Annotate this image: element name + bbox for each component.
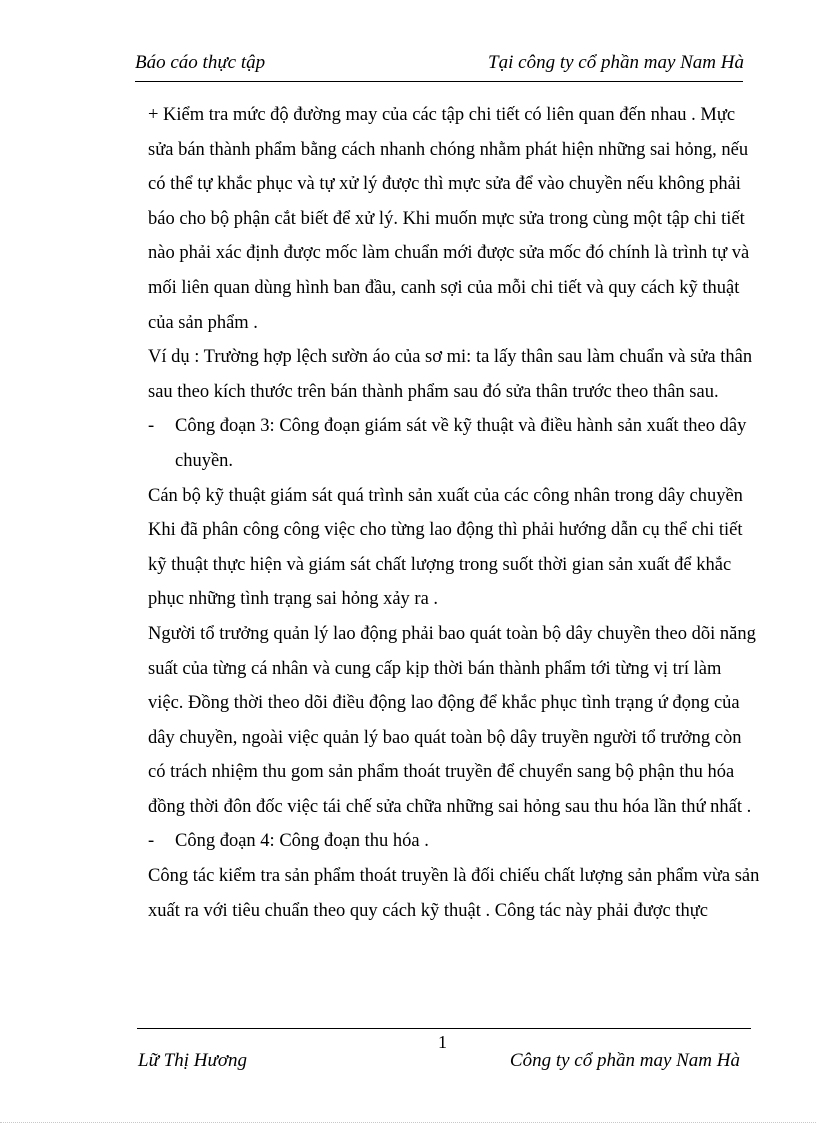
- paragraph-inspection: + Kiểm tra mức độ đường may của các tập chi tiết có liên quan đến nhau . Mực sửa bán thành phẩm bằng cách nhanh chóng nhằm phát hiện những sai hỏng, nếu có thể tự khắc phục và tự xử lý được thì mực sửa để vào chuyền nếu không phải báo cho bộ phận cắt biết để xử lý. Khi muốn mực sửa trong cùng một tập chi tiết nào phải xác định được mốc làm chuẩn mới được sửa mốc đó chính là trình tự và mối liên quan dùng hình ban đầu, canh sợi của mỗi chi tiết và quy cách kỹ thuật của sản phẩm .: [148, 105, 750, 333]
- document-body: [148, 98, 760, 928]
- footer-author: Lữ Thị Hương: [138, 1050, 247, 1071]
- footer-divider: [137, 1028, 751, 1029]
- paragraph-example: Ví dụ : Trường hợp lệch sườn áo của sơ mi: ta lấy thân sau làm chuẩn và sửa thân sau theo kích thước trên bán thành phẩm sau đó sửa thân trước theo thân sau.: [148, 347, 753, 402]
- list-item-text: Công đoạn 3: Công đoạn giám sát về kỹ thuật và điều hành sản xuất theo dây chuyền.: [175, 416, 747, 471]
- header-divider: [135, 81, 743, 82]
- list-item-stage-4: [148, 824, 760, 859]
- paragraph-technical-staff: Cán bộ kỹ thuật giám sát quá trình sản xuất của các công nhân trong dây chuyền Khi đã phân công công việc cho từng lao động thì phải hướng dẫn cụ thể chi tiết kỹ thuật thực hiện và giám sát chất lượng trong suốt thời gian sản xuất để khắc phục những tình trạng sai hỏng xảy ra .: [148, 485, 743, 610]
- page-header: [135, 52, 744, 82]
- paragraph-quality-check: Công tác kiểm tra sản phẩm thoát truyền là đối chiếu chất lượng sản phẩm vừa sản xuất ra với tiêu chuẩn theo quy cách kỹ thuật . Công tác này phải được thực: [148, 866, 760, 921]
- list-item-stage-3: [148, 409, 760, 478]
- bullet-dash: -: [148, 831, 155, 852]
- footer-company: Công ty cổ phần may Nam Hà: [509, 1050, 740, 1071]
- list-item-text: Công đoạn 4: Công đoạn thu hóa .: [175, 831, 429, 852]
- header-company: Tại công ty cổ phần may Nam Hà: [488, 52, 744, 73]
- header-report-title: Báo cáo thực tập: [135, 52, 266, 73]
- bullet-dash: -: [148, 416, 155, 437]
- page-number: 1: [438, 1032, 447, 1052]
- paragraph-team-leader: Người tổ trưởng quản lý lao động phải bao quát toàn bộ dây chuyền theo dõi năng suất của từng cá nhân và cung cấp kịp thời bán thành phẩm tới từng vị trí làm việc. Đồng thời theo dõi điều động lao động để khắc phục tình trạng ứ đọng của dây chuyền, ngoài việc quản lý bao quát toàn bộ dây truyền người tổ trưởng còn có trách nhiệm thu gom sản phẩm thoát truyền để chuyển sang bộ phận thu hóa đồng thời đôn đốc việc tái chế sửa chữa những sai hỏng sau thu hóa lần thứ nhất .: [148, 623, 756, 817]
